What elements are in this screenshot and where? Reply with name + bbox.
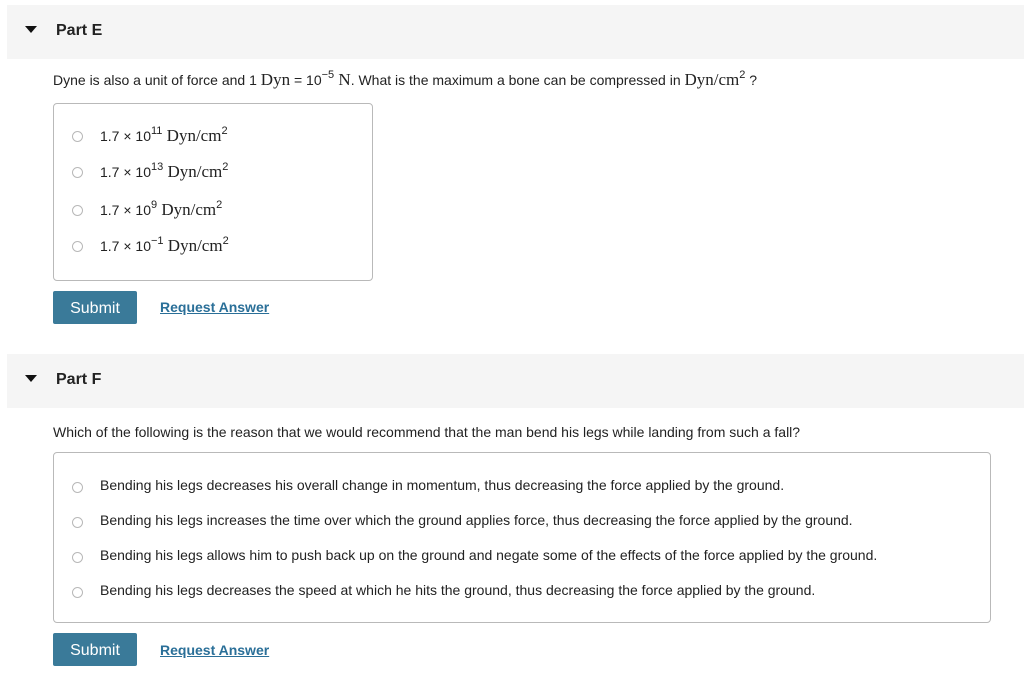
choice-option[interactable] [54,545,990,573]
choice-option[interactable] [54,198,372,226]
radio-unchecked-icon[interactable] [72,587,83,598]
choice-label: $1.7 \times 10^{13}$ Dyn/$cm^2$ [100,161,229,181]
part-f-title: Part F [56,371,102,388]
choice-label: Bending his legs increases the time over which the ground applies force, thus decreasing the force applied by the ground. [100,512,853,528]
choice-label: $1.7 \times 10^{-1}$ Dyn/$cm^2$ [100,235,229,255]
choice-option[interactable] [54,475,990,503]
choice-option[interactable] [54,580,990,608]
radio-unchecked-icon[interactable] [72,167,83,178]
radio-unchecked-icon[interactable] [72,482,83,493]
radio-unchecked-icon[interactable] [72,517,83,528]
part-e-choices [53,103,373,281]
choice-label: Bending his legs allows him to push back up on the ground and negate some of the effects of the force applied by the ground. [100,547,878,563]
choice-label: $1.7 \times 10^9$ Dyn/$cm^2$ [100,199,223,219]
part-f-question: Which of the following is the reason that we would recommend that the man bend his legs while landing from such a fall? [53,424,801,440]
choice-option[interactable] [54,124,372,152]
part-e-submit-button[interactable]: Submit [53,291,137,324]
choice-option[interactable] [54,234,372,262]
radio-unchecked-icon[interactable] [72,131,83,142]
part-e-header[interactable] [7,5,1024,59]
radio-unchecked-icon[interactable] [72,552,83,563]
part-f-header[interactable] [7,354,1024,408]
choice-label: Bending his legs decreases the speed at which he hits the ground, thus decreasing the force applied by the ground. [100,582,816,598]
choice-option[interactable] [54,160,372,188]
part-f-request-answer-link[interactable]: Request Answer [160,642,270,658]
part-e-question: Dyne is also a unit of force and 1 Dyn = $10^{-5}$ N. What is the maximum a bone can be compressed in Dyn/$cm^2$ ? [53,69,758,89]
radio-unchecked-icon[interactable] [72,241,83,252]
part-e-request-answer-link[interactable]: Request Answer [160,299,270,315]
caret-down-icon[interactable] [25,26,37,33]
choice-label: $1.7 \times 10^{11}$ Dyn/$cm^2$ [100,125,228,145]
part-e-title: Part E [56,22,103,39]
part-f-choices [53,452,991,623]
choice-option[interactable] [54,510,990,538]
choice-label: Bending his legs decreases his overall change in momentum, thus decreasing the force applied by the ground. [100,477,785,493]
part-f-submit-button[interactable]: Submit [53,633,137,666]
caret-down-icon[interactable] [25,375,37,382]
radio-unchecked-icon[interactable] [72,205,83,216]
